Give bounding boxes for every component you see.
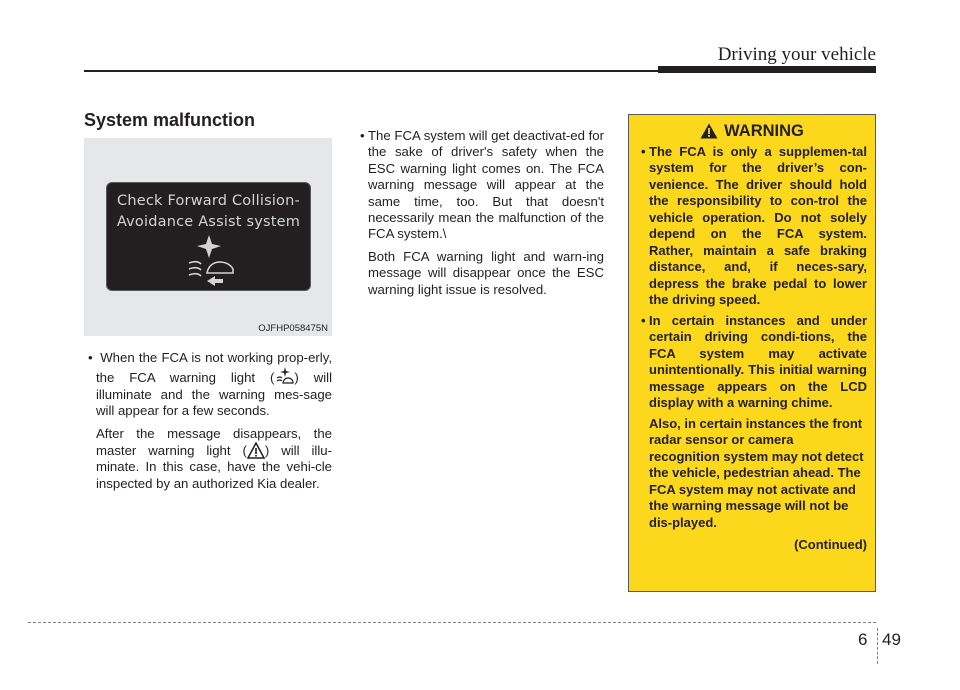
list-item: • The FCA system will get deactivat-ed for the sake of driver's safety when the ESC warning light comes on. The FCA warning message will appear at the same time, too. But that doesn't necessarily mean the malfunction of the FCA system.\: [356, 128, 604, 243]
paragraph: Both FCA warning light and warn-ing message will disappear once the ESC warning light issue is resolved.: [368, 248, 604, 297]
header-tab-bar: [658, 66, 876, 73]
warning-triangle-icon: [700, 123, 718, 139]
figure-caption: OJFHP058475N: [258, 323, 328, 334]
paragraph: After the message disappears, the master warning light ( ) will illu-minate. In this case, have the vehi-cle inspected by an authorized Kia dealer.: [96, 425, 332, 491]
middle-column: [356, 128, 604, 298]
warning-box: [628, 114, 876, 592]
paragraph: Also, in certain instances the front radar sensor or camera recognition system may not detect the vehicle, pedestrian ahead. The FCA system may not activate and the warning message will not be dis-played.: [649, 415, 864, 530]
lcd-message-line-2: Avoidance Assist system: [116, 214, 301, 230]
lcd-message-line-1: Check Forward Collision-: [117, 193, 300, 209]
footer-rule: [28, 622, 876, 623]
list-item: • The FCA is only a supplemen-tal system for the driver’s con-venience. The driver should hold the responsibility to con-trol the vehicle operation. Do not solely depend on the FCA system. Rather, maintain a safe braking distance, and, if neces-sary, depress the brake pedal to lower the driving speed.: [637, 144, 867, 309]
fca-warning-icon: [274, 366, 294, 386]
list-item: • When the FCA is not working prop-erly, the FCA warning light ( ) will illuminate and the warning mes-sage will appear for a few seconds.: [84, 350, 332, 420]
left-column: [84, 350, 332, 492]
section-title: System malfunction: [84, 110, 256, 130]
page-number: 49: [882, 630, 901, 649]
page-number-divider: [877, 628, 878, 664]
lcd-display: [106, 182, 311, 291]
warning-heading: WARNING: [637, 123, 867, 140]
running-header: Driving your vehicle: [717, 44, 876, 65]
cluster-figure: [84, 138, 332, 336]
fca-warning-icon: [179, 233, 239, 287]
master-warning-icon: [247, 442, 265, 459]
chapter-number: 6: [858, 630, 868, 649]
continued-label: (Continued): [794, 537, 867, 552]
list-item: • In certain instances and under certain driving condi-tions, the FCA system may activate unintentionally. This initial warning message appears on the LCD display with a warning chime.: [637, 313, 867, 412]
